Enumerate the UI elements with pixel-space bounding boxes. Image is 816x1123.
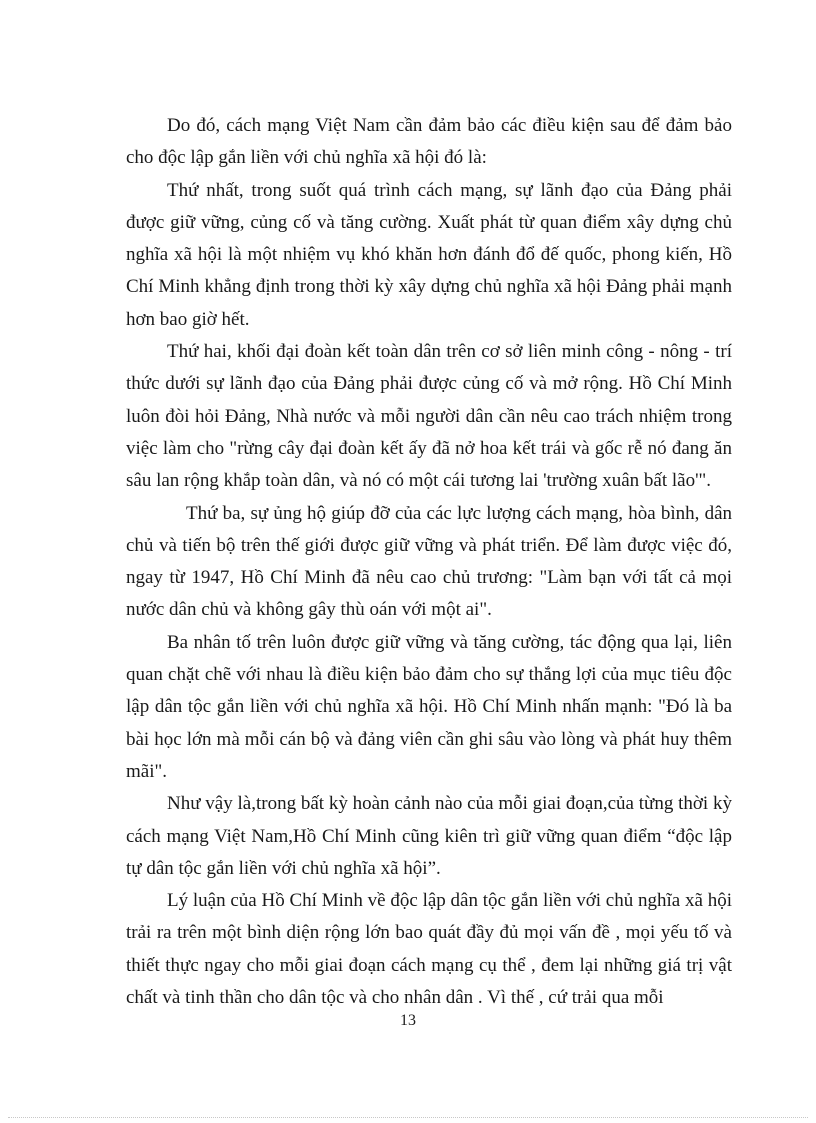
paragraph-first-condition: Thứ nhất, trong suốt quá trình cách mạng, sự lãnh đạo của Đảng phải được giữ vững, củng cố và tăng cường. Xuất phát từ quan điểm xây dựng chủ nghĩa xã hội là một nhiệm vụ khó khăn hơn đánh đổ đế quốc, phong kiến, Hồ Chí Minh khẳng định trong thời kỳ xây dựng chủ nghĩa xã hội Đảng phải mạnh hơn bao giờ hết.	[126, 179, 732, 330]
page-number: 13	[400, 1012, 416, 1029]
document-body	[126, 110, 732, 1014]
paragraph-intro: Do đó, cách mạng Việt Nam cần đảm bảo các điều kiện sau để đảm bảo cho độc lập gắn liền với chủ nghĩa xã hội đó là:	[126, 115, 732, 169]
paragraph-conclusion: Như vậy là,trong bất kỳ hoàn cảnh nào của mỗi giai đoạn,của từng thời kỳ cách mạng Việt Nam,Hồ Chí Minh cũng kiên trì giữ vững quan điểm “độc lập tự dân tộc gắn liền với chủ nghĩa xã hội”.	[126, 793, 732, 879]
paragraph-second-condition: Thứ hai, khối đại đoàn kết toàn dân trên cơ sở liên minh công - nông - trí thức dưới sự lãnh đạo của Đảng phải được củng cố và mở rộng. Hồ Chí Minh luôn đòi hỏi Đảng, Nhà nước và mỗi người dân cần nêu cao trách nhiệm trong việc làm cho "rừng cây đại đoàn kết ấy đã nở hoa kết trái và gốc rễ nó đang ăn sâu lan rộng khắp toàn dân, và nó có một cái tương lai 'trường xuân bất lão'".	[126, 341, 732, 492]
paragraph-three-factors: Ba nhân tố trên luôn được giữ vững và tăng cường, tác động qua lại, liên quan chặt chẽ với nhau là điều kiện bảo đảm cho sự thắng lợi của mục tiêu độc lập dân tộc gắn liền với chủ nghĩa xã hội. Hồ Chí Minh nhấn mạnh: "Đó là ba bài học lớn mà mỗi cán bộ và đảng viên cần ghi sâu vào lòng và phát huy thêm mãi".	[126, 631, 732, 782]
paragraph-theory: Lý luận của Hồ Chí Minh về độc lập dân tộc gắn liền với chủ nghĩa xã hội trải ra trên một bình diện rộng lớn bao quát đầy đủ mọi vấn đề , mọi yếu tố và thiết thực ngay cho mỗi giai đoạn cách mạng cụ thể , đem lại những giá trị vật chất và tinh thần cho dân tộc và cho nhân dân . Vì thế , cứ trải qua mỗi	[126, 890, 732, 1009]
paragraph-third-condition: Thứ ba, sự ủng hộ giúp đỡ của các lực lượng cách mạng, hòa bình, dân chủ và tiến bộ trên thế giới được giữ vững và phát triển. Để làm được việc đó, ngay từ 1947, Hồ Chí Minh đã nêu cao chủ trương: "Làm bạn với tất cả mọi nước dân chủ và không gây thù oán với một ai".	[126, 502, 732, 621]
page-bottom-divider	[8, 1117, 808, 1118]
